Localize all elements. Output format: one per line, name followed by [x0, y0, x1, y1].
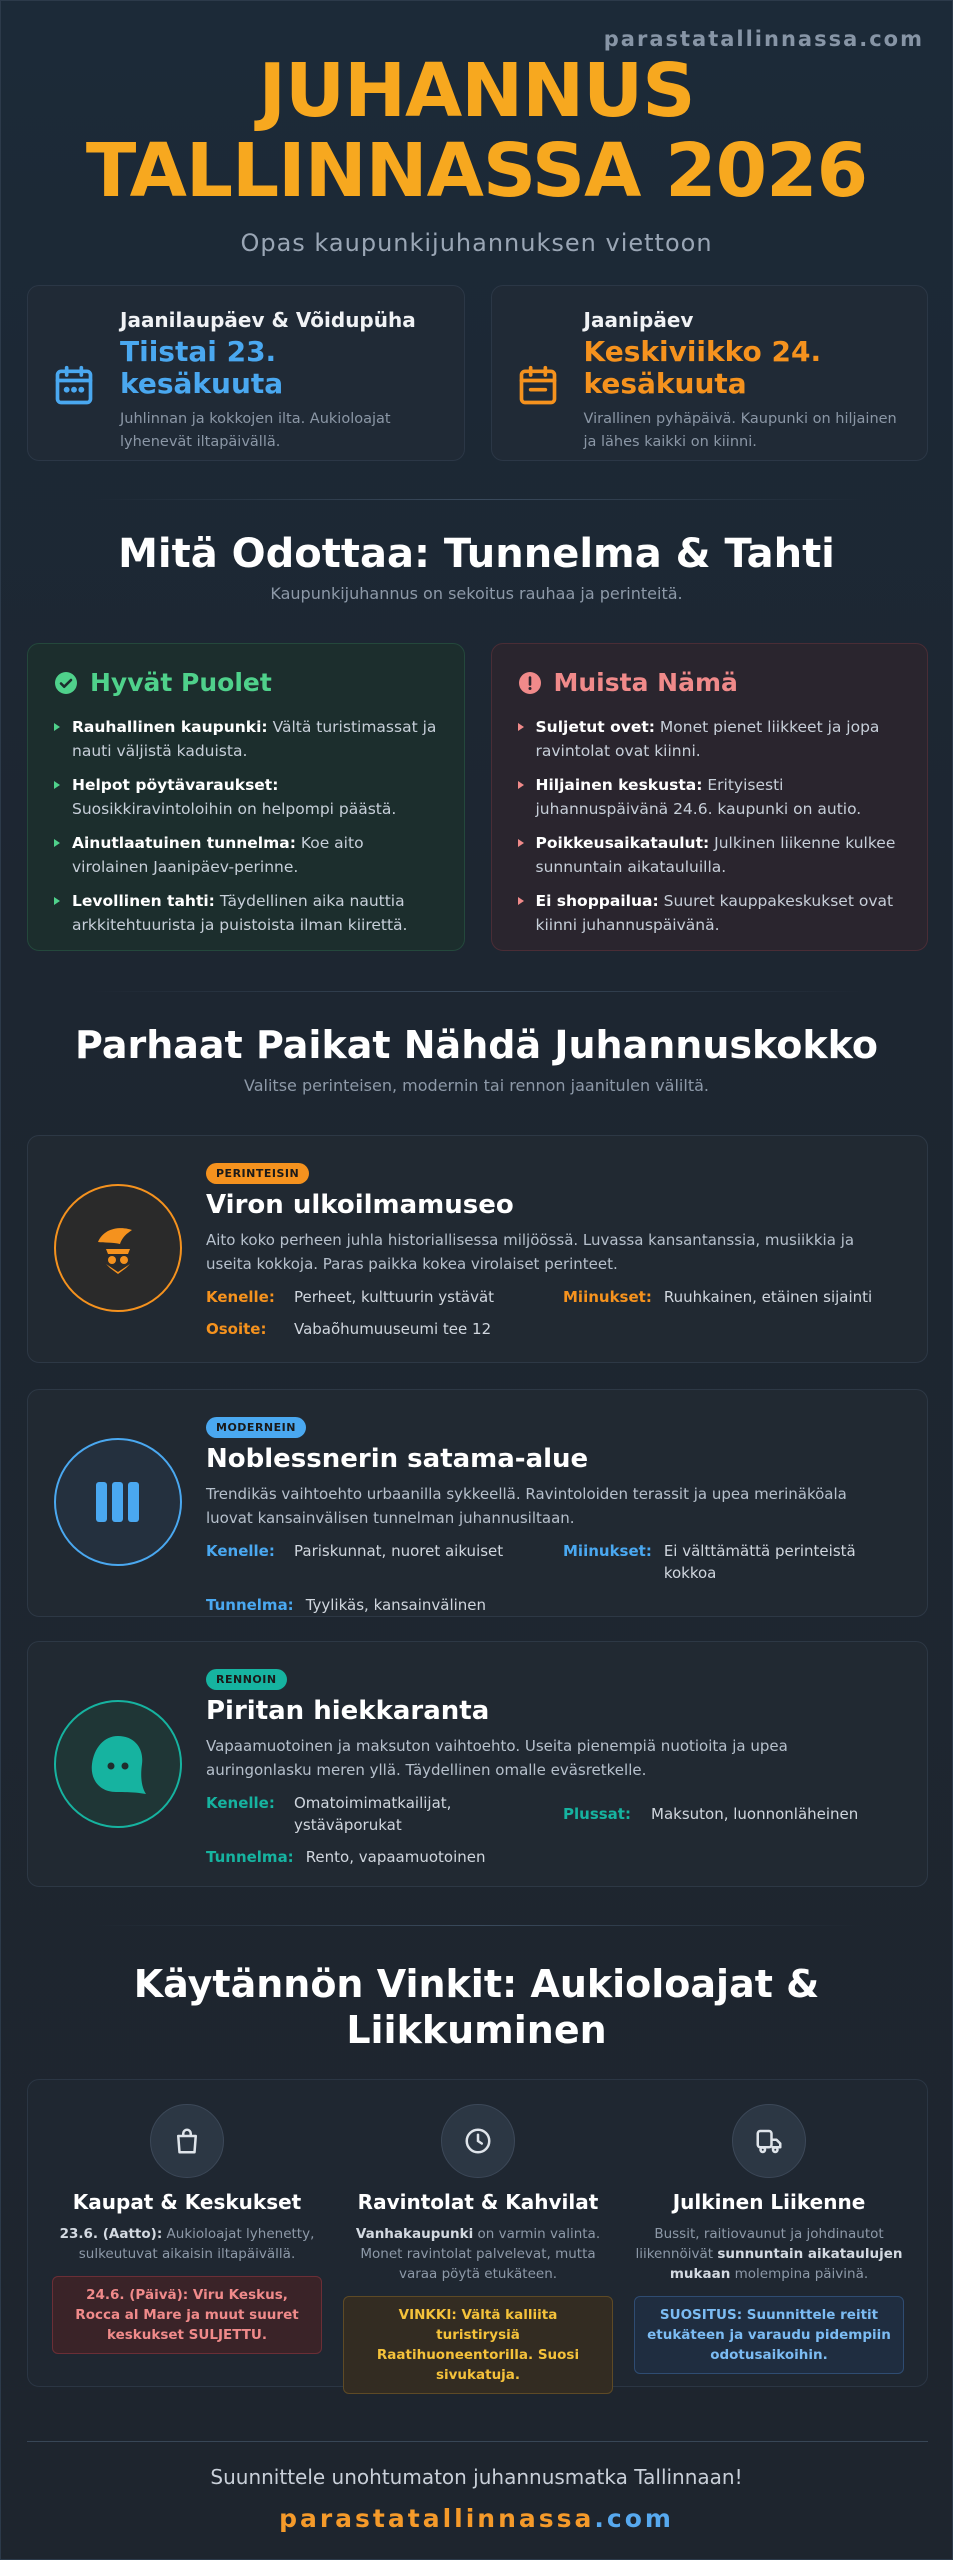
date-card-day	[491, 285, 929, 461]
place-minuses: Miinukset: Ei välttämättä perinteistä kokkoa	[563, 1542, 856, 1582]
place-pluses: Plussat: Maksuton, luonnonläheinen	[563, 1805, 859, 1823]
date-description: Virallinen pyhäpäivä. Kaupunki on hiljainen ja lähes kaikki on kiinni.	[583, 411, 897, 450]
place-description: Aito koko perheen juhla historiallisessa miljöössä. Luvassa kansantanssia, musiikkia ja useita kokkoja. Paras paikka kokea virolaiset perinteet.	[206, 1231, 855, 1273]
divider	[91, 1925, 864, 1926]
tip-restaurants: Ravintolat & Kahvilat Vanhakaupunki on varmin valinta. Monet ravintolat palvelevat, mutta varaa pöytä etukäteen. VINKKI: Vältä kalliita turistirysiä Raatihuoneentorilla. Suosi sivukatuja.	[343, 2080, 613, 2394]
footer-divider	[27, 2441, 928, 2442]
pros-cons	[27, 643, 928, 951]
tip-note: 24.6. (Päivä): Viru Keskus, Rocca al Mare ja muut suuret keskukset SULJETTU.	[52, 2276, 322, 2354]
date-label: Jaanilaupäev & Võidupüha	[120, 308, 416, 332]
pros-card	[27, 643, 465, 951]
place-icon-circle	[54, 1184, 182, 1312]
mood-subtitle: Kaupunkijuhannus on sekoitus rauhaa ja perinteitä.	[270, 584, 683, 603]
place-atmosphere: Tunnelma: Tyylikäs, kansainvälinen	[206, 1596, 487, 1614]
pros-list	[54, 715, 438, 937]
date-value: Keskiviikko 24. kesäkuuta	[583, 335, 822, 400]
pros-title: Hyvät Puolet	[90, 668, 272, 697]
list-item: Poikkeusaikataulut: Julkinen liikenne kulkee sunnuntain aikatauluilla.	[518, 831, 902, 879]
places-subtitle: Valitse perinteisen, modernin tai rennon jaanitulen väliltä.	[244, 1076, 709, 1095]
list-item: Helpot pöytävaraukset: Suosikkiravintoloihin on helpompi päästä.	[54, 773, 438, 821]
place-name: Noblessnerin satama-alue	[206, 1444, 589, 1474]
place-name: Piritan hiekkaranta	[206, 1696, 490, 1726]
place-icon-circle	[54, 1700, 182, 1828]
cons-list	[518, 715, 902, 937]
tip-transport: Julkinen Liikenne Bussit, raitiovaunut ja johdinautot liikennöivät sunnuntain aikataulujen mukaan molempina päivinä. SUOSITUS: Suunnittele reitit etukäteen ja varaudu pidempiin odotusaikoihin.	[634, 2080, 904, 2374]
clock-icon	[441, 2104, 515, 2178]
list-item: Levollinen tahti: Täydellinen aika nauttia arkkitehtuurista ja puistoista ilman kiirettä.	[54, 889, 438, 937]
place-for-whom: Kenelle: Perheet, kulttuurin ystävät	[206, 1288, 495, 1306]
tip-note: SUOSITUS: Suunnittele reitit etukäteen ja varaudu pidempiin odotusaikoihin.	[634, 2296, 904, 2374]
place-for-whom: Kenelle: Pariskunnat, nuoret aikuiset	[206, 1542, 504, 1560]
calendar-icon	[516, 364, 560, 408]
date-value: Tiistai 23. kesäkuuta	[120, 335, 284, 400]
beach-blob-icon	[84, 1730, 152, 1798]
tip-note: VINKKI: Vältä kalliita turistirysiä Raatihuoneentorilla. Suosi sivukatuja.	[343, 2296, 613, 2394]
footer-site-link[interactable]: parastatallinnassa.com	[279, 2504, 674, 2533]
bus-icon	[732, 2104, 806, 2178]
check-circle-icon	[54, 671, 78, 695]
place-description: Vapaamuotoinen ja maksuton vaihtoehto. Useita pienempiä nuotioita ja upea auringonlasku meren yllä. Täydellinen omalle eväsretkelle.	[206, 1737, 788, 1779]
site-name-top[interactable]: parastatallinnassa.com	[603, 27, 924, 51]
alert-circle-icon	[518, 671, 542, 695]
harbor-bars-icon	[90, 1474, 146, 1530]
category-badge: PERINTEISIN	[206, 1163, 309, 1184]
place-address: Osoite: Vabaõhumuuseumi tee 12	[206, 1320, 492, 1338]
cons-card	[491, 643, 929, 951]
date-card-eve	[27, 285, 465, 461]
category-badge: RENNOIN	[206, 1669, 287, 1690]
shopping-bag-icon	[150, 2104, 224, 2178]
place-card-pirita-beach	[27, 1641, 928, 1887]
place-name: Viron ulkoilmamuseo	[206, 1190, 514, 1220]
category-badge: MODERNEIN	[206, 1417, 306, 1438]
list-item: Suljetut ovet: Monet pienet liikkeet ja jopa ravintolat ovat kiinni.	[518, 715, 902, 763]
hero-title-line2: TALLINNASSA 2026	[85, 128, 868, 214]
folk-mask-icon	[86, 1216, 150, 1280]
place-atmosphere: Tunnelma: Rento, vapaamuotoinen	[206, 1848, 486, 1866]
date-description: Juhlinnan ja kokkojen ilta. Aukioloajat lyhenevät iltapäivällä.	[120, 411, 391, 450]
place-icon-circle	[54, 1438, 182, 1566]
list-item: Ei shoppailua: Suuret kauppakeskukset ovat kiinni juhannuspäivänä.	[518, 889, 902, 937]
place-minuses: Miinukset: Ruuhkainen, etäinen sijainti	[563, 1288, 873, 1306]
place-for-whom: Kenelle: Omatoimimatkailijat, ystäväporukat	[206, 1794, 452, 1834]
calendar-icon	[52, 364, 96, 408]
practical-tips-card	[27, 2079, 928, 2387]
list-item: Rauhallinen kaupunki: Vältä turistimassat ja nauti väljistä kaduista.	[54, 715, 438, 763]
list-item: Hiljainen keskusta: Erityisesti juhannuspäivänä 24.6. kaupunki on autio.	[518, 773, 902, 821]
hero-title	[1, 48, 952, 214]
pros-heading	[54, 668, 438, 697]
place-card-open-air-museum	[27, 1135, 928, 1363]
cons-title: Muista Nämä	[553, 668, 738, 697]
footer-text: Suunnittele unohtumaton juhannusmatka Tallinnaan!	[210, 2465, 743, 2489]
hero	[1, 48, 952, 257]
practical-title: Käytännön Vinkit: Aukioloajat & Liikkuminen	[133, 1962, 820, 2052]
divider	[91, 991, 864, 992]
place-description: Trendikäs vaihtoehto urbaanilla sykkeellä. Ravintoloiden terassit ja upea merinäköala luovat kansainvälisen tunnelman juhannusiltaan.	[206, 1485, 847, 1527]
place-card-noblessner	[27, 1389, 928, 1617]
cons-heading	[518, 668, 902, 697]
date-label: Jaanipäev	[583, 308, 694, 332]
date-cards	[27, 285, 928, 461]
mood-title: Mitä Odottaa: Tunnelma & Tahti	[118, 531, 835, 577]
hero-title-line1: JUHANNUS	[258, 48, 695, 134]
hero-subtitle: Opas kaupunkijuhannuksen viettoon	[240, 229, 713, 257]
tip-shops: Kaupat & Keskukset 23.6. (Aatto): Aukioloajat lyhenetty, sulkeutuvat aikaisin iltapäivällä. 24.6. (Päivä): Viru Keskus, Rocca al Mare ja muut suuret keskukset SULJETTU.	[52, 2080, 322, 2354]
divider	[91, 499, 864, 500]
places-title: Parhaat Paikat Nähdä Juhannuskokko	[75, 1023, 878, 1067]
list-item: Ainutlaatuinen tunnelma: Koe aito virolainen Jaanipäev-perinne.	[54, 831, 438, 879]
